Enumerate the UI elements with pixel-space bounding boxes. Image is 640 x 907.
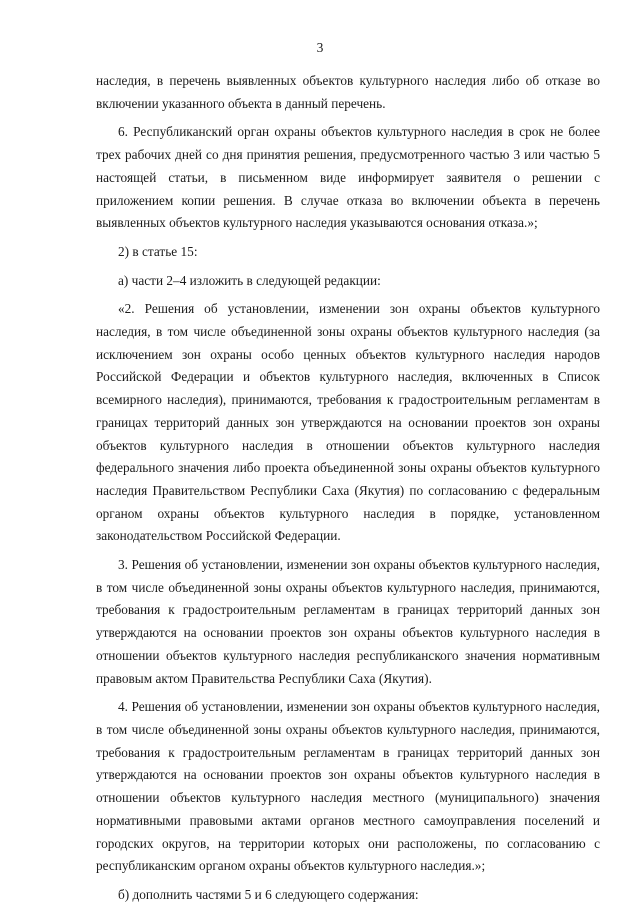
paragraph-part-4: 4. Решения об установлении, изменении зон охраны объектов культурного наследия, в том числе объединенной зоны охраны объектов культурного наследия, принимаются, требования к градостроительным регламентам в границах территорий данных зон утверждаются на основании проектов зон охраны объектов культурного наследия в отношении объектов культурного наследия местного (муниципального) значения нормативными правовыми актами органов местного самоуправления поселений и городских округов, на территории которых они расположены, по согласованию с республиканским органом охраны объектов культурного наследия.»;: [96, 699, 600, 874]
paragraph-continuation: наследия, в перечень выявленных объектов культурного наследия либо об отказе во включении указанного объекта в данный перечень.: [96, 73, 600, 111]
paragraph-article-15: 2) в статье 15:: [118, 243, 198, 259]
paragraph-item-6: 6. Республиканский орган охраны объектов культурного наследия в срок не более трех рабочих дней со дня принятия решения, предусмотренного частью 3 или частью 5 настоящей статьи, в письменном виде информирует заявителя о решении с приложением копии решения. В случае отказа во включении объекта в перечень выявленных объектов культурного наследия указываются основания отказа.»;: [96, 124, 600, 231]
paragraph-subitem-b: б) дополнить частями 5 и 6 следующего содержания:: [118, 886, 419, 902]
document-body: [96, 70, 600, 907]
paragraph-subitem-a: а) части 2–4 изложить в следующей редакции:: [118, 272, 381, 288]
paragraph-part-3: 3. Решения об установлении, изменении зон охраны объектов культурного наследия, в том числе объединенной зоны охраны объектов культурного наследия, принимаются, требования к градостроительным регламентам в границах территорий данных зон утверждаются на основании проектов зон охраны объектов культурного наследия в отношении объектов культурного наследия республиканского значения нормативным правовым актом Правительства Республики Саха (Якутия).: [96, 557, 600, 686]
page-number: 3: [316, 40, 324, 55]
paragraph-part-2: «2. Решения об установлении, изменении зон охраны объектов культурного наследия, в том числе объединенной зоны охраны объектов культурного наследия (за исключением зон охраны особо ценных объектов культурного наследия народов Российской Федерации и объектов культурного наследия, включенных в Список всемирного наследия), принимаются, требования к градостроительным регламентам в границах территорий данных зон утверждаются на основании проектов зон охраны объектов культурного наследия в отношении объектов культурного наследия федерального значения либо проекта объединенной зоны охраны объектов культурного наследия Правительством Республики Саха (Якутия) по согласованию с федеральным органом охраны объектов культурного наследия в порядке, установленном законодательством Российской Федерации.: [96, 301, 600, 544]
